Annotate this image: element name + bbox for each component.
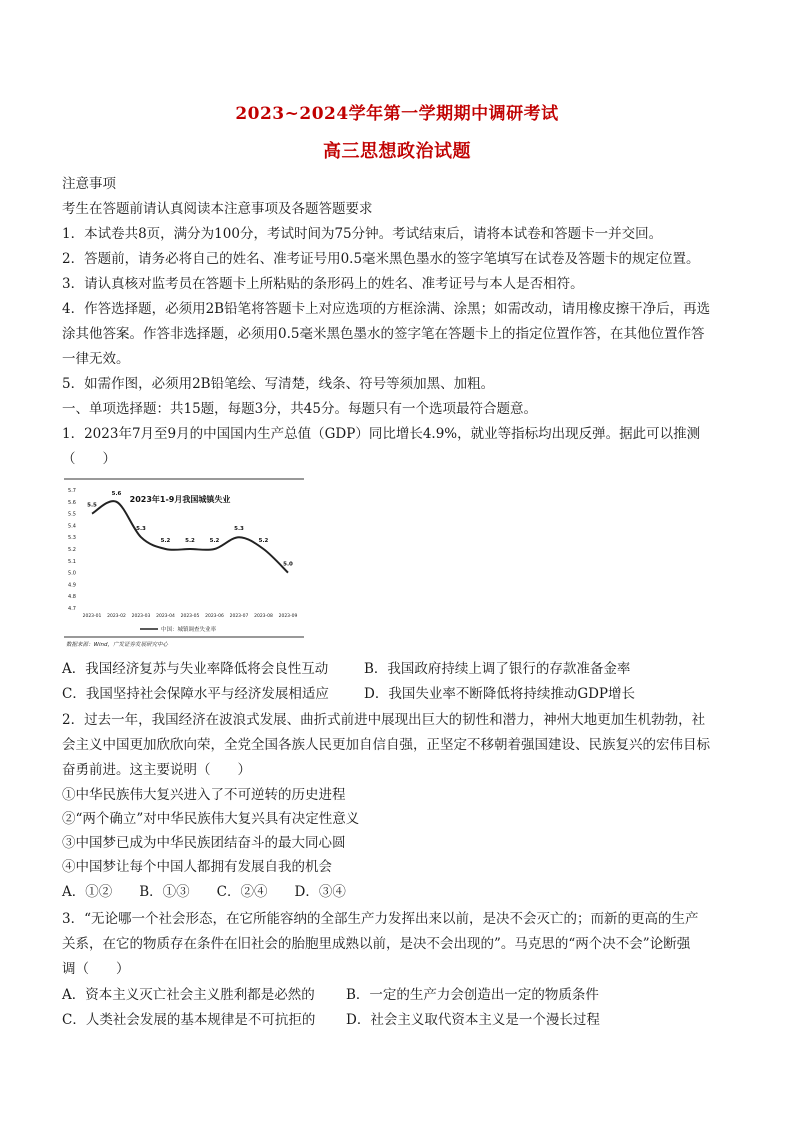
- x-tick-label: 2023-09: [278, 614, 298, 619]
- exam-subtitle: 高三思想政治试题: [323, 141, 471, 162]
- q3-stem: 3．“无论哪一个社会形态，在它所能容纳的全部生产力发挥出来以前，是决不会灭亡的；而新的更高的生产: [62, 911, 699, 927]
- data-label: 5.2: [185, 538, 195, 544]
- unemployment-chart: [62, 478, 306, 650]
- x-tick-label: 2023-07: [229, 614, 249, 619]
- notice-heading: 注意事项: [62, 176, 116, 192]
- notice-item: 一律无效。: [62, 351, 130, 367]
- q2-options: A．①② B．①③ C．②④ D．③④: [62, 884, 346, 900]
- x-tick-label: 2023-08: [254, 614, 273, 619]
- data-label: 5.5: [87, 502, 97, 509]
- q2-item: ②“两个确立”对中华民族伟大复兴具有决定性意义: [62, 811, 360, 827]
- y-tick-label: 4.8: [68, 594, 76, 601]
- notice-item: 1．本试卷共8页，满分为100分，考试时间为75分钟。考试结束后，请将本试卷和答题卡一并交回。: [62, 226, 663, 242]
- q2-stem: 奋勇前进。这主要说明（ ）: [62, 762, 251, 778]
- q2-stem: 会主义中国更加欣欣向荣，全党全国各族人民更加自信自强，正坚定不移朝着强国建设、民族复兴的宏伟目标: [62, 737, 710, 753]
- y-tick-label: 5.1: [68, 558, 76, 565]
- q1-option-b: B．我国政府持续上调了银行的存款准备金率: [364, 661, 631, 677]
- q3-stem: 关系，在它的物质存在条件在旧社会的胎胞里成熟以前，是决不会出现的”。马克思的“两个决不会”论断强: [62, 936, 691, 952]
- legend-label: 中国：城镇调查失业率: [161, 627, 217, 633]
- y-axis: [68, 488, 76, 612]
- y-tick-label: 5.0: [68, 570, 76, 577]
- y-tick-label: 5.5: [68, 511, 76, 518]
- exam-title: 2023~2024学年第一学期期中调研考试: [235, 104, 559, 124]
- x-tick-label: 2023-06: [205, 614, 224, 619]
- chart-title: 2023年1-9月我国城镇失业: [129, 495, 231, 504]
- data-label: 5.3: [234, 526, 244, 533]
- notice-item: 2．答题前，请务必将自己的姓名、准考证号用0.5毫米黑色墨水的签字笔填写在试卷及答题卡的规定位置。: [62, 251, 700, 267]
- x-axis: [83, 613, 298, 619]
- x-tick-label: 2023-01: [82, 614, 102, 619]
- data-label: 5.2: [209, 538, 220, 544]
- q3-option-b: B．一定的生产力会创造出一定的物质条件: [346, 987, 599, 1003]
- q3-option-a: A．资本主义灭亡社会主义胜利都是必然的: [62, 987, 315, 1003]
- q3-stem: 调（ ）: [62, 961, 130, 977]
- x-tick-label: 2023-02: [107, 614, 126, 619]
- q3-option-c: C．人类社会发展的基本规律是不可抗拒的: [62, 1012, 316, 1028]
- data-label: 5.3: [136, 526, 146, 533]
- notice-intro: 考生在答题前请认真阅读本注意事项及各题答题要求: [62, 201, 373, 217]
- q1-option-d: D．我国失业率不断降低将持续推动GDP增长: [364, 686, 636, 702]
- y-tick-label: 5.7: [68, 488, 76, 494]
- q1-option-c: C．我国坚持社会保障水平与经济发展相适应: [62, 686, 329, 702]
- series-line: [92, 501, 288, 573]
- y-tick-label: 5.3: [68, 535, 76, 542]
- y-tick-label: 5.4: [68, 523, 76, 530]
- q2-item: ①中华民族伟大复兴进入了不可逆转的历史进程: [62, 787, 346, 803]
- q3-option-d: D．社会主义取代资本主义是一个漫长过程: [346, 1012, 600, 1028]
- data-label: 5.2: [160, 538, 171, 544]
- y-tick-label: 4.7: [68, 606, 76, 612]
- x-tick-label: 2023-03: [131, 614, 151, 619]
- y-tick-label: 4.9: [68, 582, 76, 589]
- data-label: 5.6: [111, 490, 122, 497]
- notice-item: 4．作答选择题，必须用2B铅笔将答题卡上对应选项的方框涂满、涂黑；如需改动，请用橡皮擦干净后，再选: [62, 301, 711, 317]
- x-tick-label: 2023-05: [180, 614, 200, 619]
- q1-stem-blank: （ ）: [62, 451, 116, 467]
- notice-item: 3．请认真核对监考员在答题卡上所粘贴的条形码上的姓名、准考证号与本人是否相符。: [62, 276, 584, 292]
- notice-item: 涂其他答案。作答非选择题，必须用0.5毫米黑色墨水的签字笔在答题卡上的指定位置作答，在其他位置作答: [62, 326, 705, 342]
- q2-item: ③中国梦已成为中华民族团结奋斗的最大同心圆: [62, 835, 346, 851]
- data-label: 5.2: [258, 538, 269, 544]
- q2-stem: 2．过去一年，我国经济在波浪式发展、曲折式前进中展现出巨大的韧性和潜力，神州大地更加生机勃勃，社: [62, 712, 706, 728]
- notice-item: 5．如需作图，必须用2B铅笔绘、写清楚，线条、符号等须加黑、加粗。: [62, 376, 495, 392]
- y-tick-label: 5.2: [68, 547, 76, 553]
- q2-item: ④中国梦让每个中国人都拥有发展自我的机会: [62, 859, 332, 875]
- data-label: 5.0: [283, 561, 293, 568]
- chart-source: 数据来源：Wind，广发证券发展研究中心: [66, 642, 168, 648]
- x-tick-label: 2023-04: [156, 614, 175, 619]
- section-heading: 一、单项选择题：共15题，每题3分，共45分。每题只有一个选项最符合题意。: [62, 401, 537, 417]
- y-tick-label: 5.6: [68, 499, 76, 506]
- q1-stem: 1．2023年7月至9月的中国国内生产总值（GDP）同比增长4.9%，就业等指标均出现反弹。据此可以推测: [62, 426, 701, 442]
- q1-option-a: A．我国经济复苏与失业率降低将会良性互动: [62, 661, 329, 677]
